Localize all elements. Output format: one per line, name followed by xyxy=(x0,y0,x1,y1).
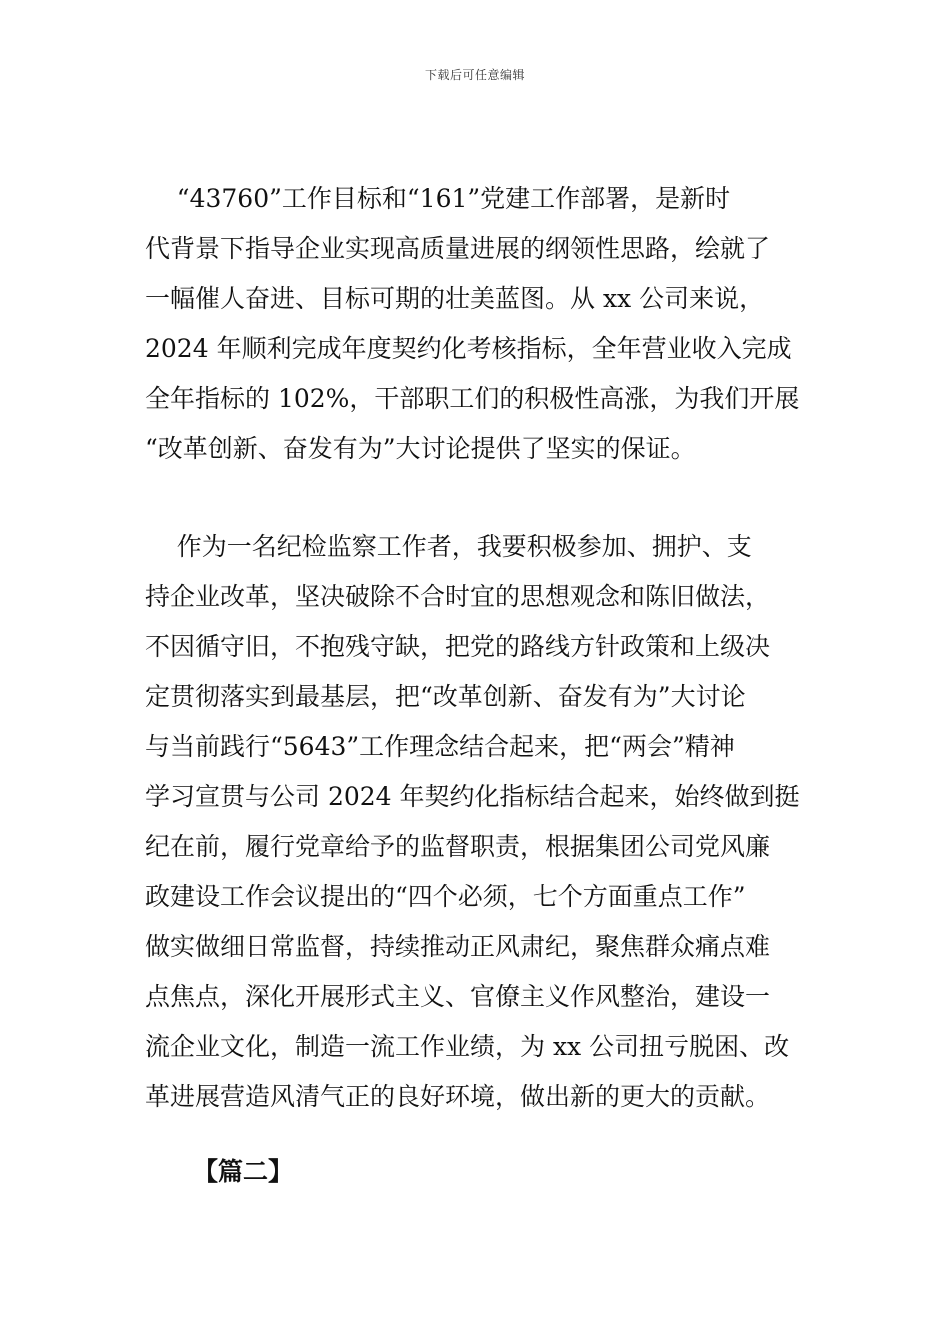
paragraph-line: 与当前践行“5643”工作理念结合起来，把“两会”精神 xyxy=(145,732,735,761)
paragraph-line: 代背景下指导企业实现高质量进展的纲领性思路，绘就了 xyxy=(145,234,771,263)
paragraph-line: 革进展营造风清气正的良好环境，做出新的更大的贡献。 xyxy=(145,1082,771,1111)
paragraph-line: 学习宣贯与公司 2024 年契约化指标结合起来，始终做到挺 xyxy=(145,782,800,811)
paragraph-line: 不因循守旧，不抱残守缺，把党的路线方针政策和上级决 xyxy=(145,632,771,661)
paragraph-line: 做实做细日常监督，持续推动正风肃纪，聚焦群众痛点难 xyxy=(145,932,771,961)
paragraph-line: 定贯彻落实到最基层，把“改革创新、奋发有为”大讨论 xyxy=(145,682,746,711)
paragraph-line: 全年指标的 102%，干部职工们的积极性高涨，为我们开展 xyxy=(145,384,800,413)
paragraph-line: 纪在前，履行党章给予的监督职责，根据集团公司党风廉 xyxy=(145,832,771,861)
paragraph-2 xyxy=(145,522,835,1122)
paragraph-line: 点焦点，深化开展形式主义、官僚主义作风整治，建设一 xyxy=(145,982,771,1011)
paragraph-line: 流企业文化，制造一流工作业绩，为 xx 公司扭亏脱困、改 xyxy=(145,1032,790,1061)
page-header-note: 下载后可任意编辑 xyxy=(424,68,525,82)
paragraph-line: 一幅催人奋进、目标可期的壮美蓝图。从 xx 公司来说， xyxy=(145,284,765,313)
paragraph-line: 作为一名纪检监察工作者，我要积极参加、拥护、支 xyxy=(145,532,752,561)
section-heading: 【篇二】 xyxy=(193,1157,294,1186)
paragraph-line: “43760”工作目标和“161”党建工作部署，是新时 xyxy=(145,184,731,213)
paragraph-line: 持企业改革，坚决破除不合时宜的思想观念和陈旧做法， xyxy=(145,582,771,611)
paragraph-1 xyxy=(145,174,835,474)
paragraph-line: “改革创新、奋发有为”大讨论提供了坚实的保证。 xyxy=(145,434,696,463)
paragraph-line: 2024 年顺利完成年度契约化考核指标，全年营业收入完成 xyxy=(145,334,792,363)
paragraph-line: 政建设工作会议提出的“四个必须，七个方面重点工作” xyxy=(145,882,746,911)
